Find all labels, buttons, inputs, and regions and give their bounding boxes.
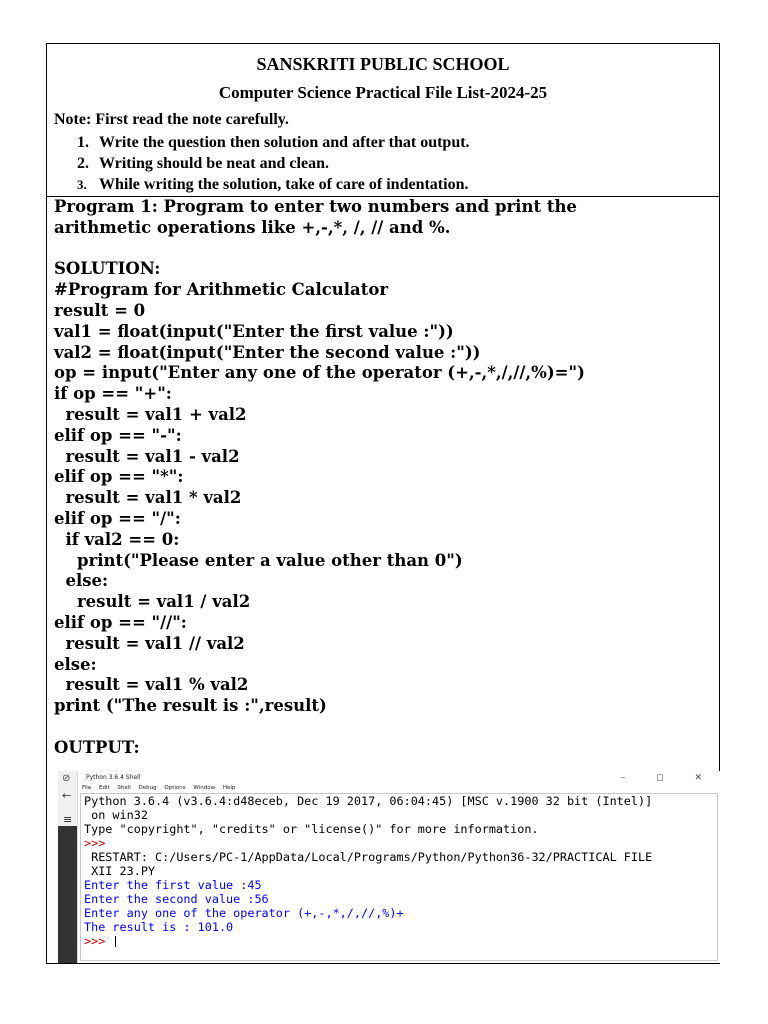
code-line: elif op == "*": — [54, 467, 184, 487]
step-number: 3. — [77, 177, 87, 192]
note-text: Note: First read the note carefully. — [54, 111, 289, 128]
menu-shell: Shell — [117, 785, 131, 791]
code-line: result = val1 % val2 — [54, 675, 249, 695]
program-title: Program 1: Program to enter two numbers and print the — [54, 197, 577, 216]
code-line: result = val1 + val2 — [54, 404, 247, 424]
document-subtitle: Computer Science Practical File List-2024-25 — [218, 83, 548, 102]
code-line: print("Please enter a value other than 0") — [54, 550, 463, 570]
code-line: result = val1 / val2 — [54, 592, 251, 612]
code-line: val2 = float(input("Enter the second value :")) — [54, 342, 481, 362]
code-line: val1 = float(input("Enter the first value :")) — [54, 321, 454, 341]
code-line: op = input("Enter any one of the operator (+,-,*,/,//,%)=") — [54, 363, 585, 383]
program-section — [54, 197, 713, 759]
code-line: result = val1 // val2 — [54, 633, 245, 653]
window-titlebar — [78, 771, 722, 785]
step-number: 1. — [77, 134, 89, 151]
menu-debug: Debug — [138, 785, 157, 791]
shell-line-text: RESTART: C:/Users/PC-1/AppData/Local/Programs/Python/Python36-32/PRACTICAL FILE — [84, 850, 653, 864]
note-steps-list — [77, 132, 470, 195]
note-step — [77, 153, 470, 174]
shell-menu-bar — [82, 785, 241, 791]
menu-edit: Edit — [98, 785, 110, 791]
shell-line — [84, 808, 717, 822]
menu-icon: ≡ — [63, 813, 73, 826]
code-line: result = val1 - val2 — [54, 446, 240, 466]
shell-line-text: >>> — [84, 836, 106, 850]
code-line: else: — [54, 654, 97, 674]
window-controls: – ◻ ✕ — [620, 773, 716, 783]
shell-line — [84, 892, 717, 906]
program-title-continued: arithmetic operations like +,-,*, /, // and %. — [54, 217, 451, 237]
code-line: elif op == "/": — [54, 508, 181, 528]
code-line: if op == "+": — [54, 384, 172, 404]
text-cursor — [115, 936, 116, 947]
shell-line-text: >>> — [84, 934, 113, 948]
shell-line-text: Enter the first value :45 — [84, 878, 262, 892]
code-line: result = 0 — [54, 300, 146, 320]
shell-output-area — [80, 793, 718, 961]
code-line: else: — [54, 571, 109, 591]
code-line: print ("The result is :",result) — [54, 696, 327, 716]
solution-label: SOLUTION: — [54, 259, 161, 279]
menu-file: File — [82, 785, 92, 791]
code-line: elif op == "//": — [54, 612, 187, 632]
shell-line — [84, 934, 717, 948]
window-title: Python 3.6.4 Shell — [86, 774, 141, 781]
shell-line-text: Type "copyright", "credits" or "license()" for more information. — [84, 822, 539, 836]
shell-line — [84, 850, 717, 864]
blocked-icon: ⊘ — [62, 773, 71, 784]
side-dark-strip — [58, 826, 77, 963]
note-step — [77, 174, 470, 195]
code-block — [54, 280, 713, 717]
back-arrow-icon: ← — [62, 789, 72, 802]
menu-help: Help — [222, 785, 236, 791]
shell-line-text: XII 23.PY — [84, 864, 156, 878]
output-label: OUTPUT: — [54, 737, 140, 757]
document-frame — [46, 43, 720, 964]
shell-line — [84, 906, 717, 920]
shell-line — [84, 920, 717, 934]
step-number: 2. — [77, 155, 89, 172]
shell-line-text: Enter any one of the operator (+,-,*,/,//,%)+ — [84, 906, 404, 920]
menu-options: Options — [164, 785, 186, 791]
shell-line-text: Python 3.6.4 (v3.6.4:d48eceb, Dec 19 2017, 06:04:45) [MSC v.1900 32 bit (Intel)] — [84, 794, 653, 808]
step-text: While writing the solution, take of care of indentation. — [99, 176, 469, 193]
shell-line — [84, 794, 717, 808]
shell-line — [84, 836, 717, 850]
code-line: elif op == "-": — [54, 425, 182, 445]
code-line: #Program for Arithmetic Calculator — [54, 280, 389, 300]
shell-line — [84, 864, 717, 878]
note-step — [77, 132, 470, 153]
shell-line-text: Enter the second value :56 — [84, 892, 269, 906]
header-section — [47, 44, 719, 197]
shell-line — [84, 878, 717, 892]
menu-window: Window — [193, 785, 216, 791]
code-line: if val2 == 0: — [54, 529, 180, 549]
shell-line — [84, 822, 717, 836]
school-name: SANSKRITI PUBLIC SCHOOL — [256, 54, 510, 74]
idle-shell-screenshot — [58, 771, 722, 963]
shell-line-text: The result is : 101.0 — [84, 920, 234, 934]
step-text: Write the question then solution and after that output. — [99, 134, 470, 151]
step-text: Writing should be neat and clean. — [99, 155, 329, 172]
code-line: result = val1 * val2 — [54, 488, 242, 508]
shell-line-text: on win32 — [84, 808, 148, 822]
